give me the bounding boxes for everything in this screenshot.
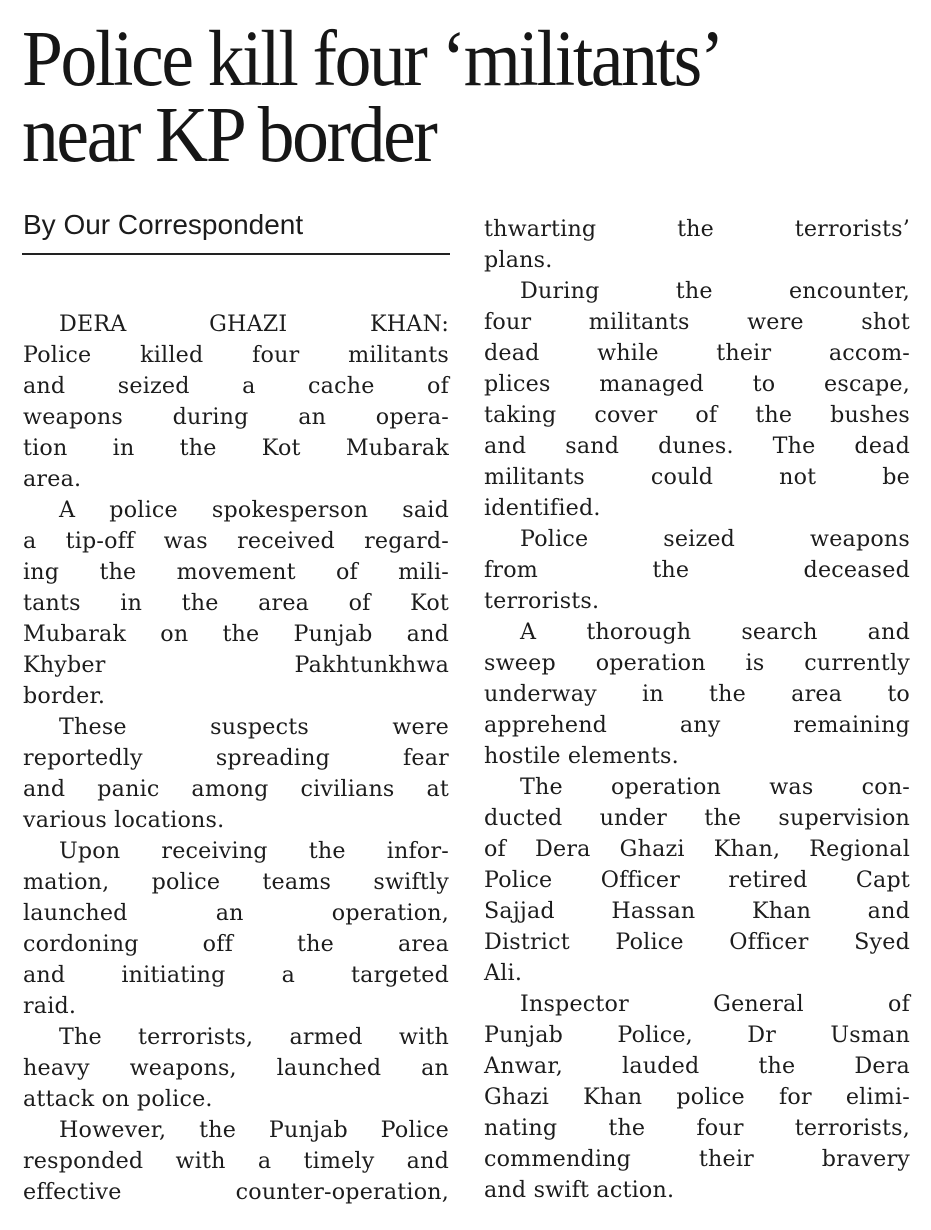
article-text-line: Mubarak on the Punjab and bbox=[23, 621, 449, 647]
article-text-line: Sajjad Hassan Khan and bbox=[484, 898, 910, 924]
article-text-line: various locations. bbox=[23, 807, 225, 833]
article-text-line: underway in the area to bbox=[484, 681, 910, 707]
article-text-line: commending their bravery bbox=[484, 1146, 910, 1172]
article-text-line: A police spokesperson said bbox=[59, 497, 449, 523]
article-text-line: identified. bbox=[484, 495, 601, 521]
article-text-line: weapons during an opera- bbox=[23, 404, 449, 430]
article-text-line: ducted under the supervision bbox=[484, 805, 910, 831]
byline-divider bbox=[22, 253, 450, 255]
article-text-line: Ghazi Khan police for elimi- bbox=[484, 1084, 910, 1110]
article-text-line: area. bbox=[23, 466, 82, 492]
article-text-line: A thorough search and bbox=[520, 619, 910, 645]
article-text-line: These suspects were bbox=[59, 714, 449, 740]
article-text-line: cordoning off the area bbox=[23, 931, 449, 957]
article-text-line: and seized a cache of bbox=[23, 373, 449, 399]
article-text-line: effective counter-operation, bbox=[23, 1179, 449, 1205]
article-text-line: border. bbox=[23, 683, 106, 709]
article-column-1 bbox=[23, 309, 449, 1208]
article-text-line: Upon receiving the infor- bbox=[59, 838, 449, 864]
article-text-line: of Dera Ghazi Khan, Regional bbox=[484, 836, 910, 862]
article-text-line: However, the Punjab Police bbox=[59, 1117, 449, 1143]
byline: By Our Correspondent bbox=[23, 209, 304, 240]
article-text-line: and panic among civilians at bbox=[23, 776, 449, 802]
article-text-line: launched an operation, bbox=[23, 900, 449, 926]
article-text-line: Inspector General of bbox=[520, 991, 910, 1017]
article-column-2 bbox=[484, 214, 910, 1206]
article-text-line: Punjab Police, Dr Usman bbox=[484, 1022, 910, 1048]
article-text-line: taking cover of the bushes bbox=[484, 402, 910, 428]
article-text-line: and sand dunes. The dead bbox=[484, 433, 910, 459]
article-text-line: Police killed four militants bbox=[23, 342, 449, 368]
article-text-line: hostile elements. bbox=[484, 743, 679, 769]
article-text-line: District Police Officer Syed bbox=[484, 929, 910, 955]
article-text-line: Police Officer retired Capt bbox=[484, 867, 910, 893]
headline bbox=[22, 16, 859, 179]
article-text-line: Anwar, lauded the Dera bbox=[484, 1053, 910, 1079]
article-text-line: from the deceased bbox=[484, 557, 910, 583]
article-text-line: four militants were shot bbox=[484, 309, 910, 335]
article-text-line: terrorists. bbox=[484, 588, 600, 614]
article-text-line: militants could not be bbox=[484, 464, 910, 490]
article-text-line: plices managed to escape, bbox=[484, 371, 910, 397]
article-text-line: a tip-off was received regard- bbox=[23, 528, 449, 554]
article-text-line: thwarting the terrorists’ bbox=[484, 216, 910, 242]
article-text-line: dead while their accom- bbox=[484, 340, 910, 366]
article-text-line: tants in the area of Kot bbox=[23, 590, 449, 616]
article-text-line: Khyber Pakhtunkhwa bbox=[23, 652, 449, 678]
article-text-line: and swift action. bbox=[484, 1177, 675, 1203]
article-text-line: sweep operation is currently bbox=[484, 650, 910, 676]
article-text-line: ing the movement of mili- bbox=[23, 559, 449, 585]
article-text-line: Ali. bbox=[484, 960, 523, 986]
article-text-line: nating the four terrorists, bbox=[484, 1115, 910, 1141]
article-text-line: Police seized weapons bbox=[520, 526, 910, 552]
article-text-line: The operation was con- bbox=[520, 774, 910, 800]
article-text-line: raid. bbox=[23, 993, 77, 1019]
article-text-line: apprehend any remaining bbox=[484, 712, 910, 738]
headline-line-1: Police kill four ‘militants’ bbox=[22, 16, 723, 103]
article-text-line: During the encounter, bbox=[520, 278, 910, 304]
article-text-line: plans. bbox=[484, 247, 553, 273]
article-text-line: heavy weapons, launched an bbox=[23, 1055, 449, 1081]
article-text-line: responded with a timely and bbox=[23, 1148, 449, 1174]
article-text-line: attack on police. bbox=[23, 1086, 213, 1112]
article-text-line: and initiating a targeted bbox=[23, 962, 449, 988]
article-text-line: reportedly spreading fear bbox=[23, 745, 449, 771]
article-text-line: mation, police teams swiftly bbox=[23, 869, 449, 895]
article-text-line: DERA GHAZI KHAN: bbox=[59, 311, 449, 337]
article-text-line: The terrorists, armed with bbox=[59, 1024, 449, 1050]
article-text-line: tion in the Kot Mubarak bbox=[23, 435, 449, 461]
headline-line-2: near KP border bbox=[22, 92, 436, 179]
